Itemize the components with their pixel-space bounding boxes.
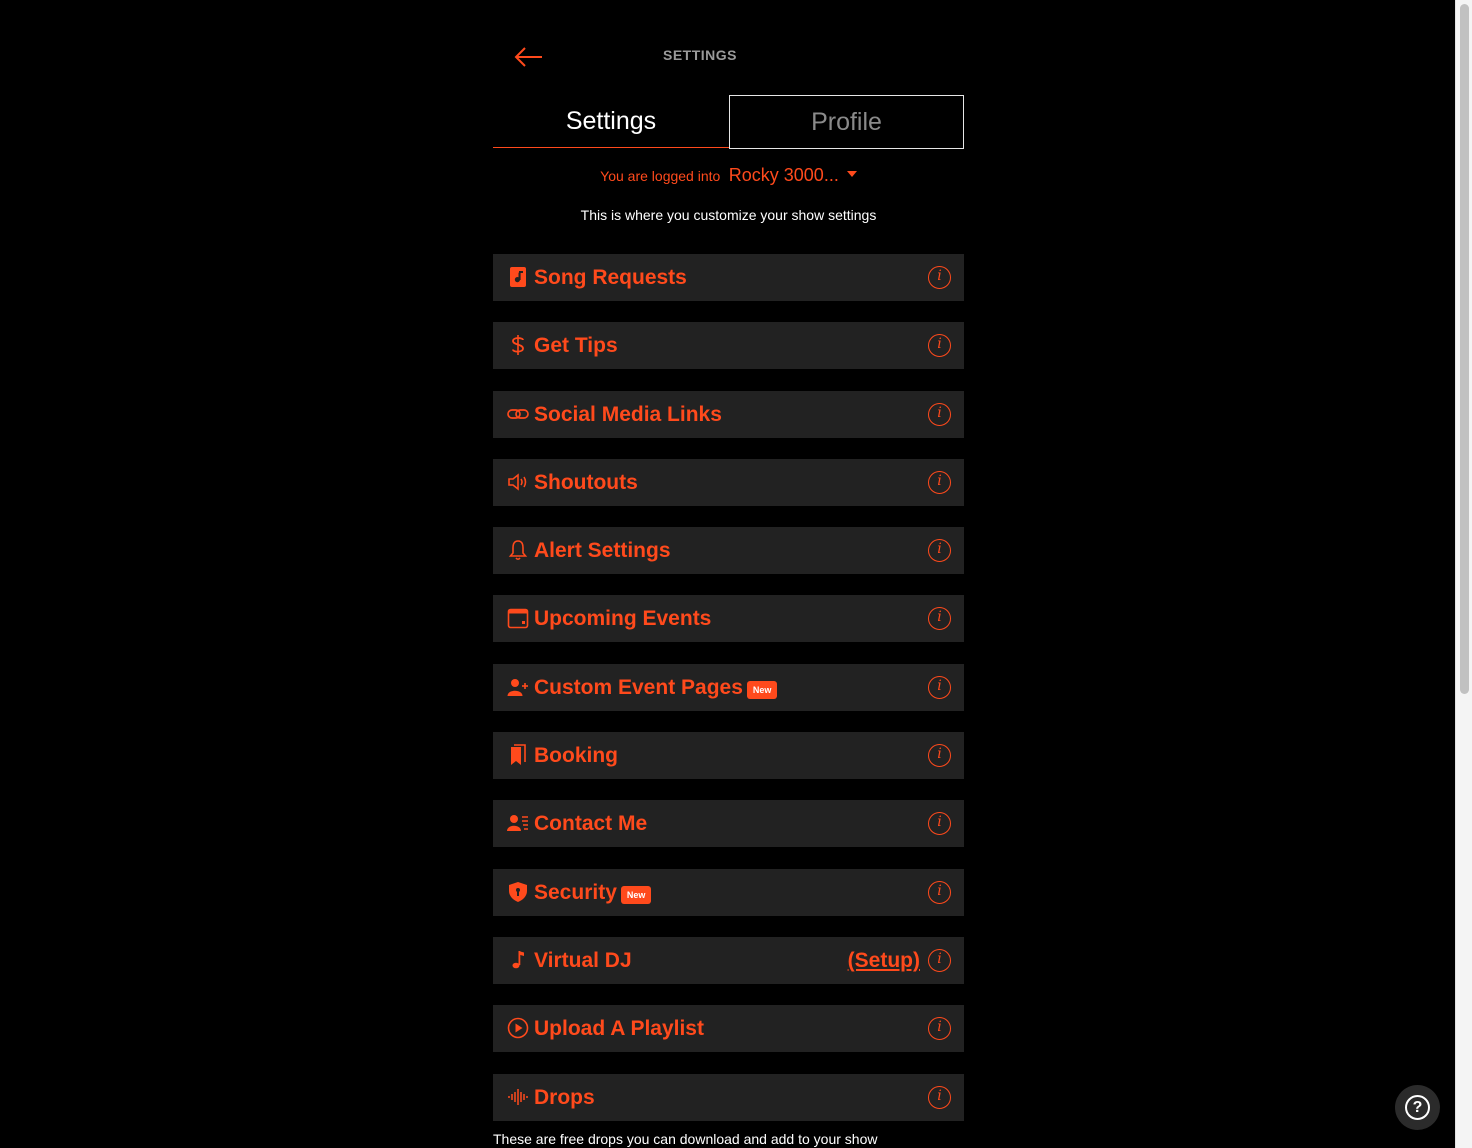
new-badge: New	[621, 886, 652, 904]
scrollbar[interactable]	[1455, 0, 1472, 1148]
help-button[interactable]	[1395, 1085, 1440, 1130]
page-title: SETTINGS	[662, 47, 737, 63]
menu-item-label: Virtual DJ	[534, 948, 632, 972]
menu-item-drops[interactable]	[493, 1074, 964, 1121]
caret-down-icon	[847, 171, 857, 177]
menu-item-virtual-dj[interactable]	[493, 937, 964, 984]
play-circle-icon	[507, 1017, 529, 1039]
menu-item-custom-event-pages[interactable]	[493, 664, 964, 711]
dollar-icon	[507, 334, 529, 356]
menu-item-upcoming-events[interactable]	[493, 595, 964, 642]
info-icon[interactable]: i	[928, 1017, 951, 1040]
menu-item-alert-settings[interactable]	[493, 527, 964, 574]
question-circle-icon: ?	[1405, 1095, 1430, 1120]
page-subtitle: This is where you customize your show settings	[580, 207, 877, 223]
info-icon[interactable]: i	[928, 607, 951, 630]
info-icon[interactable]: i	[928, 676, 951, 699]
info-icon[interactable]: i	[928, 266, 951, 289]
info-icon[interactable]: i	[928, 744, 951, 767]
calendar-icon	[507, 607, 529, 629]
menu-item-label: Social Media Links	[534, 402, 722, 426]
menu-item-label: Upload A Playlist	[534, 1017, 704, 1041]
info-icon[interactable]: i	[928, 949, 951, 972]
megaphone-icon	[507, 471, 529, 493]
back-button[interactable]	[512, 42, 546, 72]
music-note-icon	[507, 949, 529, 971]
menu-item-upload-a-playlist[interactable]	[493, 1005, 964, 1052]
new-badge: New	[747, 681, 778, 699]
tab-bar	[493, 95, 964, 148]
bell-icon	[507, 539, 529, 561]
tab-profile[interactable]: Profile	[729, 95, 964, 149]
person-add-icon	[507, 676, 529, 698]
login-status	[493, 165, 964, 186]
settings-menu	[493, 254, 964, 1142]
menu-item-label: Booking	[534, 744, 618, 768]
menu-item-social-media-links[interactable]	[493, 391, 964, 438]
menu-item-label	[534, 664, 777, 711]
person-lines-icon	[507, 812, 529, 834]
setup-link[interactable]: (Setup)	[847, 948, 920, 972]
menu-item-get-tips[interactable]	[493, 322, 964, 369]
info-icon[interactable]: i	[928, 1086, 951, 1109]
arrow-left-icon	[512, 42, 546, 72]
menu-item-label: Alert Settings	[534, 539, 671, 563]
tab-settings[interactable]: Settings	[493, 95, 729, 148]
shield-icon	[507, 881, 529, 903]
bookmarks-icon	[507, 744, 529, 766]
info-icon[interactable]: i	[928, 881, 951, 904]
drops-description: These are free drops you can download and add to your show	[493, 1131, 878, 1147]
menu-item-label: Song Requests	[534, 266, 687, 289]
menu-item-label: Contact Me	[534, 812, 648, 836]
scrollbar-thumb[interactable]	[1460, 4, 1469, 694]
info-icon[interactable]: i	[928, 812, 951, 835]
menu-item-label-text: Custom Event Pages	[534, 675, 743, 699]
menu-item-booking[interactable]	[493, 732, 964, 779]
music-file-icon	[507, 266, 529, 288]
menu-item-song-requests[interactable]	[493, 254, 964, 301]
menu-item-shoutouts[interactable]	[493, 459, 964, 506]
menu-item-label: Get Tips	[534, 334, 618, 358]
info-icon[interactable]: i	[928, 334, 951, 357]
menu-item-label	[534, 869, 651, 916]
menu-item-label: Upcoming Events	[534, 607, 712, 631]
soundwave-icon	[507, 1086, 529, 1108]
info-icon[interactable]: i	[928, 403, 951, 426]
menu-item-label: Drops	[534, 1085, 595, 1109]
menu-item-label: Shoutouts	[534, 470, 638, 494]
menu-item-contact-me[interactable]	[493, 800, 964, 847]
account-dropdown[interactable]	[725, 165, 857, 185]
account-name: Rocky 3000...	[728, 165, 839, 185]
menu-item-label-text: Security	[534, 880, 617, 904]
info-icon[interactable]: i	[928, 539, 951, 562]
info-icon[interactable]: i	[928, 471, 951, 494]
link-icon	[507, 403, 529, 425]
menu-item-security[interactable]	[493, 869, 964, 916]
login-prefix: You are logged into	[600, 168, 721, 184]
